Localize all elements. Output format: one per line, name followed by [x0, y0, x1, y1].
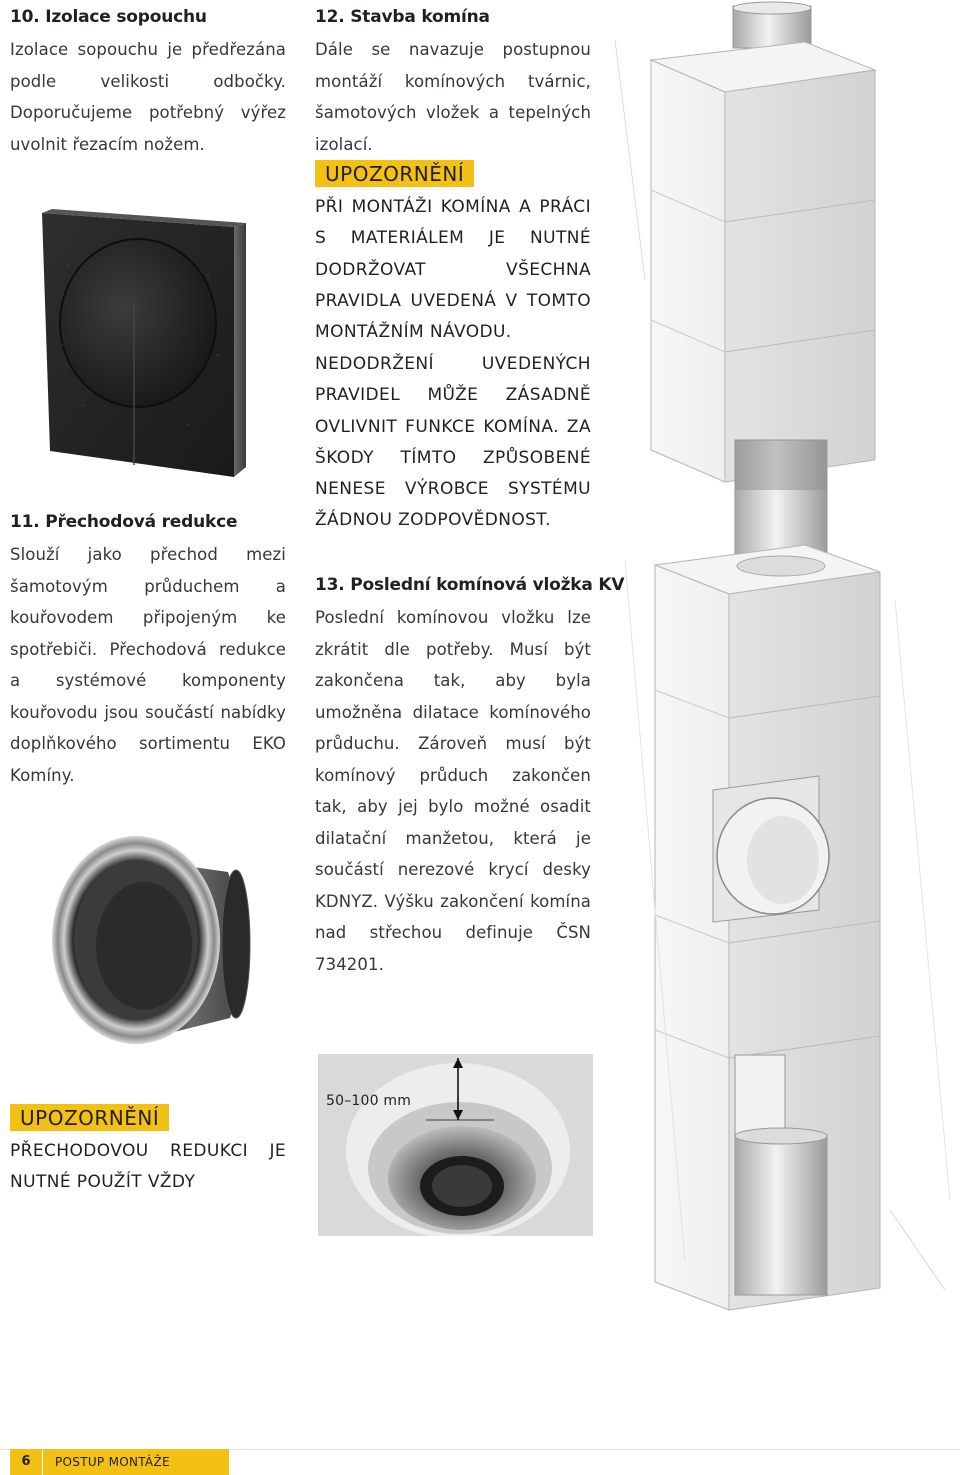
section-13-body: Poslední komínovou vložku lze zkrátit dle potřeby. Musí být zakončena tak, aby byla umožněna dilatace komínového průduchu. Zároveň musí být komínový průduch zakončen tak, aby jej bylo možné osadit dilatační manžetou, která je součástí nerezové krycí desky KDNYZ. Výšku zakončení komína nad střechou definuje ČSN 734201. [315, 608, 591, 974]
footer-section-label: POSTUP MONTÁŽE [43, 1449, 229, 1475]
page-number: 6 [10, 1449, 42, 1475]
section-12-body: Dále se navazuje postupnou montáží komínových tvárnic, šamotových vložek a tepelných izolací. [315, 40, 591, 154]
section-11-body: Slouží jako přechod mezi šamotovým průduchem a kouřovodem připojeným ke spotřebiči. Přechodová redukce a systémové komponenty kouřovodu jsou součástí nabídky doplňkového sortimentu EKO Komíny. [10, 545, 286, 785]
section-10-heading: 10. Izolace sopouchu [10, 7, 207, 27]
chimney-assembly-drawing [605, 0, 960, 1400]
section-11-heading: 11. Přechodová redukce [10, 512, 238, 532]
warning-right-text-1: PŘI MONTÁŽI KOMÍNA A PRÁCI S MATERIÁLEM JE NUTNÉ DODRŽOVAT VŠECHNA PRAVIDLA UVEDENÁ V TOMTO MONTÁŽNÍM NÁVODU. [315, 197, 591, 343]
warning-right-text-2: NEDODRŽENÍ UVEDENÝCH PRAVIDEL MŮŽE ZÁSADNĚ OVLIVNIT FUNKCE KOMÍNA. ZA ŠKODY TÍMTO ZPŮSOBENÉ NENESE VÝROBCE SYSTÉMU ŽÁDNOU ZODPOVĚDNOST. [315, 354, 591, 531]
warning-label: UPOZORNĚNÍ [10, 1104, 169, 1131]
section-10-body: Izolace sopouchu je předřezána podle velikosti odbočky. Doporučujeme potřebný výřez uvolnit řezacím nožem. [10, 40, 286, 154]
section-13-heading: 13. Poslední komínová vložka KV [315, 575, 625, 595]
flue-top-photo [318, 1046, 593, 1236]
dimension-label: 50–100 mm [326, 1093, 412, 1109]
insulation-plate-photo [38, 205, 248, 480]
warning-label: UPOZORNĚNÍ [315, 160, 474, 187]
section-12-heading: 12. Stavba komína [315, 7, 490, 27]
warning-left [10, 1104, 169, 1131]
warning-left-text: PŘECHODOVOU REDUKCI JE NUTNÉ POUŽÍT VŽDY [10, 1141, 286, 1193]
transition-reducer-photo [48, 822, 252, 1050]
warning-right [315, 160, 474, 187]
